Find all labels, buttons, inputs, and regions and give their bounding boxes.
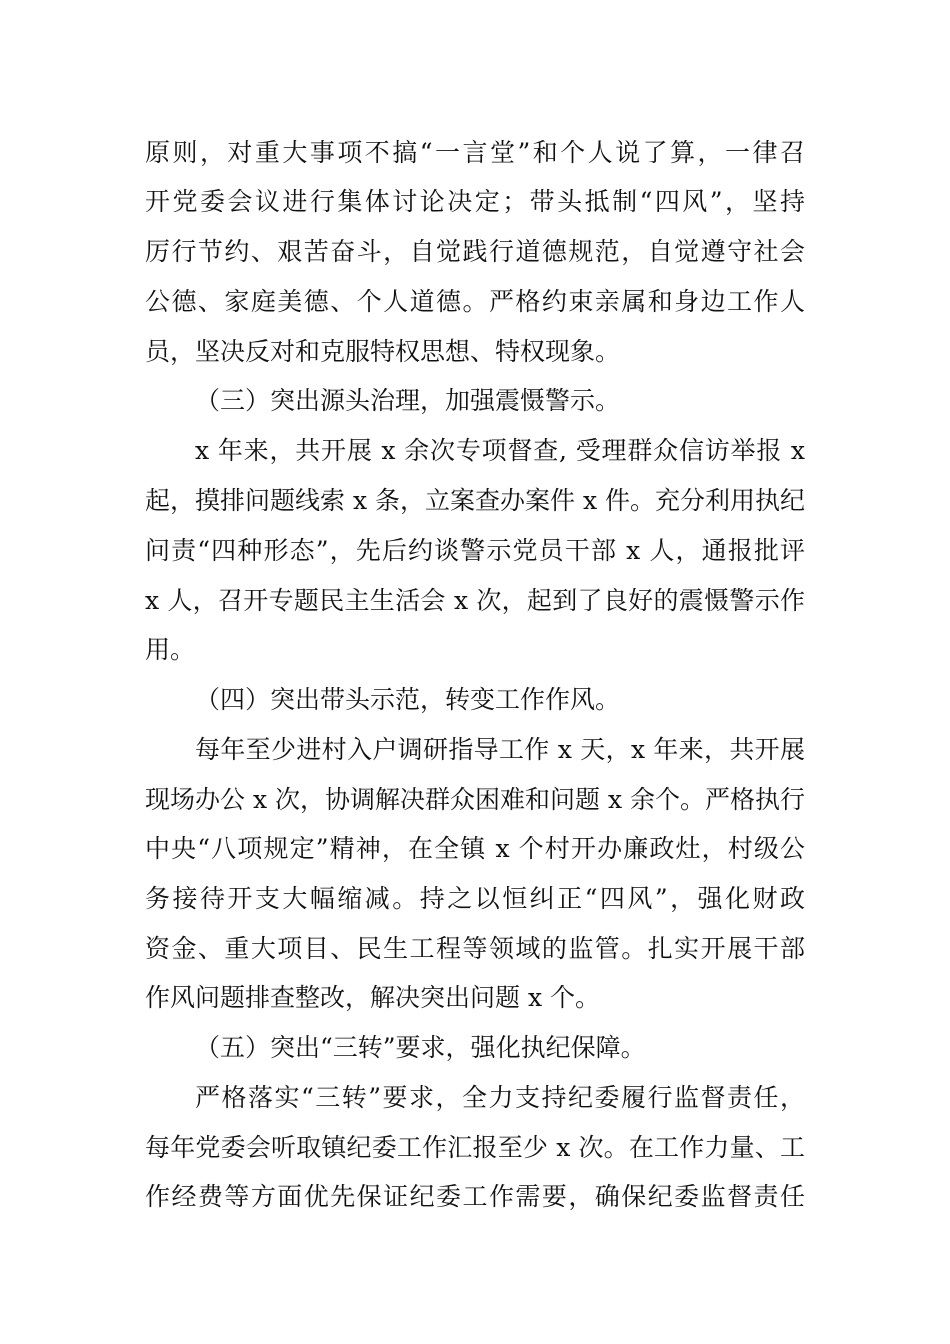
text-line: x 人，召开专题民主生活会 x 次，起到了良好的震慑警示作 bbox=[145, 586, 805, 615]
section-heading: （四）突出带头示范，转变工作作风。 bbox=[195, 685, 621, 714]
text-line: 厉行节约、艰苦奋斗，自觉践行道德规范，自觉遵守社会 bbox=[145, 237, 805, 266]
text-line: 开党委会议进行集体讨论决定；带头抵制“四风”，坚持 bbox=[145, 187, 805, 216]
text-line: 作风问题排查整改，解决突出问题 x 个。 bbox=[145, 983, 600, 1012]
text-line: 员，坚决反对和克服特权思想、特权现象。 bbox=[145, 337, 621, 366]
text-line: 现场办公 x 次，协调解决群众困难和问题 x 余个。严格执行 bbox=[145, 785, 805, 814]
paragraph-first-line: 每年至少进村入户调研指导工作 x 天，x 年来，共开展 bbox=[195, 735, 805, 764]
text-line: 作经费等方面优先保证纪委工作需要，确保纪委监督责任 bbox=[145, 1182, 805, 1211]
text-line: 每年党委会听取镇纪委工作汇报至少 x 次。在工作力量、工 bbox=[145, 1133, 805, 1162]
text-line: 起，摸排问题线索 x 条，立案查办案件 x 件。充分利用执纪 bbox=[145, 486, 805, 515]
text-line: 公德、家庭美德、个人道德。严格约束亲属和身边工作人 bbox=[145, 287, 805, 316]
section-heading: （五）突出“三转”要求，强化执纪保障。 bbox=[195, 1033, 646, 1062]
text-line: 原则，对重大事项不搞“一言堂”和个人说了算，一律召 bbox=[145, 138, 805, 167]
text-line: 务接待开支大幅缩减。持之以恒纠正“四风”，强化财政 bbox=[145, 884, 805, 913]
text-line: 中央“八项规定”精神，在全镇 x 个村开办廉政灶，村级公 bbox=[145, 834, 805, 863]
paragraph-first-line: x 年来，共开展 x 余次专项督查, 受理群众信访举报 x bbox=[195, 436, 805, 465]
text-line: 资金、重大项目、民生工程等领域的监管。扎实开展干部 bbox=[145, 934, 805, 963]
text-line: 问责“四种形态”，先后约谈警示党员干部 x 人，通报批评 bbox=[145, 536, 805, 565]
text-line: 用。 bbox=[145, 635, 196, 664]
section-heading: （三）突出源头治理，加强震慑警示。 bbox=[195, 386, 621, 415]
paragraph-first-line: 严格落实“三转”要求，全力支持纪委履行监督责任， bbox=[195, 1083, 805, 1112]
